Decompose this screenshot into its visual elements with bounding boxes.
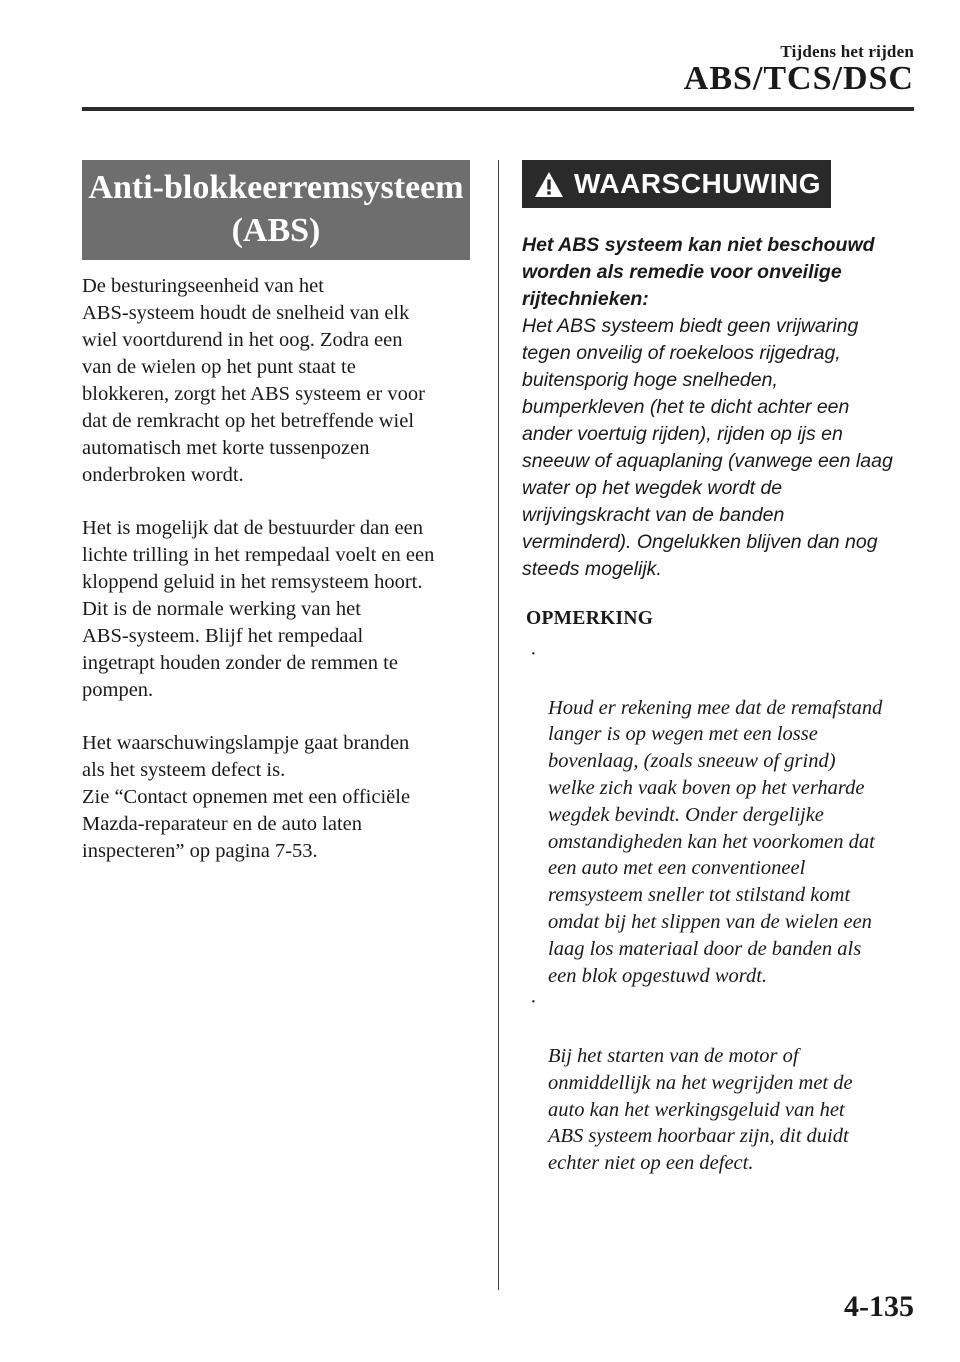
warning-body [522,232,922,583]
paragraph-1: De besturingseenheid van het ABS-systeem houdt de snelheid van elk wiel voortdurend in het oog. Zodra een van de wielen op het punt staat te blokkeren, zorgt het ABS systeem er voor dat de remkracht op het betreffende wiel automatisch met korte tussenpozen onderbroken wordt. [82,275,425,486]
warning-label: WAARSCHUWING [574,168,822,199]
warning-heading: Het ABS systeem kan niet beschouwd worden als remedie voor onveilige rijtechnieken: [522,234,875,310]
warning-badge [522,160,831,208]
warning-triangle-icon [534,171,564,198]
bullet-icon: · [530,643,537,665]
note-item-text: Bij het starten van de motor of onmiddellijk na het wegrijden met de auto kan het werkingsgeluid van het ABS systeem hoorbaar zijn, dit duidt echter niet op een defect. [548,1044,853,1175]
header-rule [82,107,914,111]
right-column [522,160,922,1177]
paragraph-2: Het is mogelijk dat de bestuurder dan een lichte trilling in het rempedaal voelt en een kloppend geluid in het remsysteem hoort. Dit is de normale werking van het ABS-systeem. Blijf het rempedaal ingetrapt houden zonder de remmen te pompen. [82,517,435,701]
list-item [522,641,922,989]
section-title: ABS/TCS/DSC [683,60,914,97]
abs-heading: Anti-blokkeerremsysteem (ABS) [82,160,470,260]
left-column [82,160,472,865]
note-list [522,641,922,1177]
chapter-title: Tijdens het rijden [780,42,914,61]
note-item-text: Houd er rekening mee dat de remafstand langer is op wegen met een losse bovenlaag, (zoals sneeuw of grind) welke zich vaak boven op het verharde wegdek bevindt. Onder dergelijke omstandigheden kan het voorkomen dat een auto met een conventioneel remsysteem sneller tot stilstand komt omdat bij het slippen van de wielen een laag los materiaal door de banden als een blok opgestuwd wordt. [548,696,883,987]
page-number: 4-135 [844,1290,914,1323]
list-item [522,989,922,1177]
bullet-icon: · [530,991,537,1014]
column-divider [498,160,499,1290]
paragraph-3: Het waarschuwingslampje gaat branden als het systeem defect is. Zie “Contact opnemen met een officiële Mazda-reparateur en de auto laten inspecteren” op pagina 7-53. [82,732,411,862]
warning-text: Het ABS systeem biedt geen vrijwaring tegen onveilig of roekeloos rijgedrag, buitensporig hoge snelheden, bumperkleven (het te dicht achter een ander voertuig rijden), rijden op ijs en sneeuw of aquaplaning (vanwege een laag water op het wegdek wordt de wrijvingskracht van de banden verminderd). Ongelukken blijven dan nog steeds mogelijk. [522,315,893,580]
note-label: OPMERKING [526,608,654,629]
